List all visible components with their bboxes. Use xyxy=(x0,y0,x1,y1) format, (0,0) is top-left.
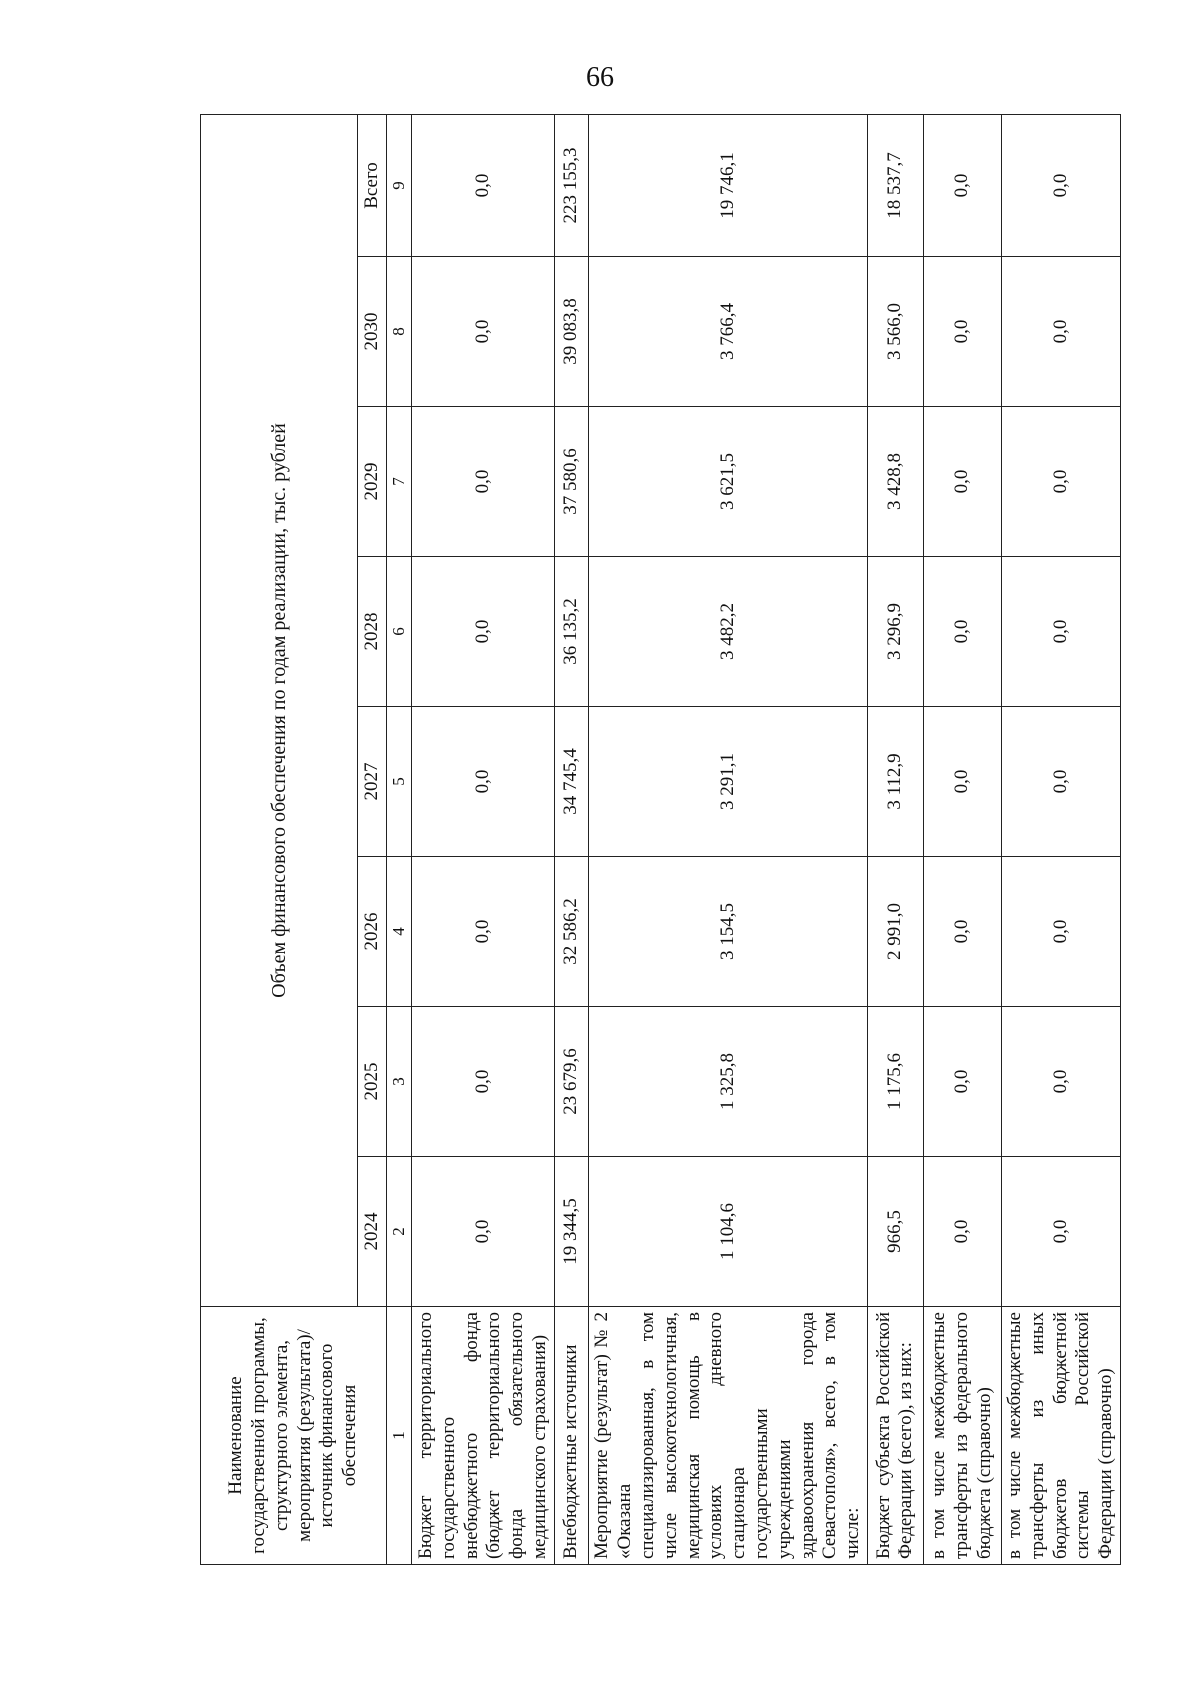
value-cell: 0,0 xyxy=(1001,557,1120,707)
column-number: 6 xyxy=(387,557,412,707)
value-cell: 3 428,8 xyxy=(867,407,923,557)
column-number: 2 xyxy=(387,1157,412,1307)
value-cell: 36 135,2 xyxy=(555,557,589,707)
column-number: 4 xyxy=(387,857,412,1007)
value-cell: 966,5 xyxy=(867,1157,923,1307)
value-cell: 1 104,6 xyxy=(589,1157,868,1307)
value-cell: 18 537,7 xyxy=(867,114,923,256)
value-cell: 0,0 xyxy=(923,1157,1001,1307)
value-cell: 0,0 xyxy=(412,1157,555,1307)
value-cell: 223 155,3 xyxy=(555,114,589,256)
column-number: 7 xyxy=(387,407,412,557)
value-cell: 0,0 xyxy=(923,557,1001,707)
value-cell: 3 291,1 xyxy=(589,707,868,857)
volume-title: Объем финансового обеспечения по годам реализации, тыс. рублей xyxy=(201,114,358,1306)
year-2027: 2027 xyxy=(358,707,387,857)
value-cell: 3 766,4 xyxy=(589,257,868,407)
value-cell: 0,0 xyxy=(412,114,555,256)
year-2029: 2029 xyxy=(358,407,387,557)
value-cell: 0,0 xyxy=(412,1007,555,1157)
table-row xyxy=(589,114,868,1564)
value-cell: 0,0 xyxy=(923,707,1001,857)
value-cell: 0,0 xyxy=(923,857,1001,1007)
year-total: Всего xyxy=(358,114,387,256)
row-label: Бюджет территориального государственного внебюджетного фонда (бюджет территориального фонда обязательного медицинского страхования) xyxy=(412,1307,555,1565)
value-cell: 0,0 xyxy=(412,707,555,857)
value-cell: 2 991,0 xyxy=(867,857,923,1007)
row-label: в том числе межбюджетные трансферты из федерального бюджета (справочно) xyxy=(923,1307,1001,1565)
value-cell: 3 154,5 xyxy=(589,857,868,1007)
value-cell: 0,0 xyxy=(923,407,1001,557)
table-row xyxy=(412,114,555,1564)
header-row-main xyxy=(201,114,358,1564)
value-cell: 0,0 xyxy=(412,557,555,707)
year-2025: 2025 xyxy=(358,1007,387,1157)
column-number: 8 xyxy=(387,257,412,407)
value-cell: 3 296,9 xyxy=(867,557,923,707)
row-label: Мероприятие (результат) № 2 «Оказана специализированная, в том числе высокотехнологичная, медицинская помощь в условиях дневного стационара государственными учреждениями здравоохранения города Севастополя», всего, в том числе: xyxy=(589,1307,868,1565)
value-cell: 19 746,1 xyxy=(589,114,868,256)
value-cell: 1 175,6 xyxy=(867,1007,923,1157)
column-number: 1 xyxy=(387,1307,412,1565)
row-label: Внебюджетные источники xyxy=(555,1307,589,1565)
value-cell: 0,0 xyxy=(412,257,555,407)
table-row xyxy=(1001,114,1120,1564)
page-number: 66 xyxy=(586,62,614,93)
column-number: 5 xyxy=(387,707,412,857)
row-label: в том числе межбюджетные трансферты из иных бюджетов бюджетной системы Российской Федерации (справочно) xyxy=(1001,1307,1120,1565)
financing-table xyxy=(200,114,1121,1565)
value-cell: 0,0 xyxy=(412,857,555,1007)
row-label: Бюджет субъекта Российской Федерации (всего), из них: xyxy=(867,1307,923,1565)
value-cell: 37 580,6 xyxy=(555,407,589,557)
value-cell: 3 566,0 xyxy=(867,257,923,407)
value-cell: 0,0 xyxy=(923,257,1001,407)
value-cell: 0,0 xyxy=(412,407,555,557)
value-cell: 0,0 xyxy=(1001,1007,1120,1157)
value-cell: 32 586,2 xyxy=(555,857,589,1007)
table-row xyxy=(867,114,923,1564)
value-cell: 3 621,5 xyxy=(589,407,868,557)
column-number-row xyxy=(387,114,412,1564)
column-number: 3 xyxy=(387,1007,412,1157)
name-column-header: Наименование государственной программы, структурного элемента, мероприятия (результата)/источник финансового обеспечения xyxy=(201,1307,387,1565)
value-cell: 0,0 xyxy=(1001,257,1120,407)
table-row xyxy=(555,114,589,1564)
value-cell: 0,0 xyxy=(1001,857,1120,1007)
value-cell: 39 083,8 xyxy=(555,257,589,407)
value-cell: 19 344,5 xyxy=(555,1157,589,1307)
value-cell: 0,0 xyxy=(923,114,1001,256)
value-cell: 23 679,6 xyxy=(555,1007,589,1157)
value-cell: 0,0 xyxy=(1001,407,1120,557)
table-row xyxy=(923,114,1001,1564)
value-cell: 3 482,2 xyxy=(589,557,868,707)
value-cell: 0,0 xyxy=(923,1007,1001,1157)
column-number: 9 xyxy=(387,114,412,256)
year-2030: 2030 xyxy=(358,257,387,407)
value-cell: 1 325,8 xyxy=(589,1007,868,1157)
table-rotated-container xyxy=(200,115,1117,1565)
value-cell: 0,0 xyxy=(1001,1157,1120,1307)
value-cell: 3 112,9 xyxy=(867,707,923,857)
year-2026: 2026 xyxy=(358,857,387,1007)
value-cell: 0,0 xyxy=(1001,707,1120,857)
year-2028: 2028 xyxy=(358,557,387,707)
value-cell: 0,0 xyxy=(1001,114,1120,256)
year-2024: 2024 xyxy=(358,1157,387,1307)
value-cell: 34 745,4 xyxy=(555,707,589,857)
